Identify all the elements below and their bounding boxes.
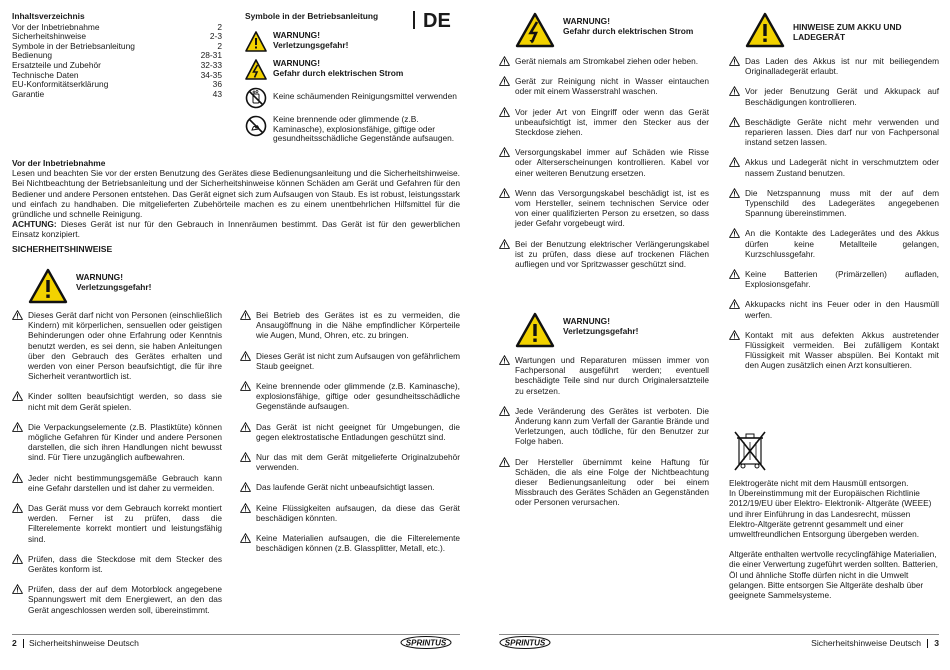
small-warning-icon <box>240 452 251 462</box>
list-item <box>240 381 460 412</box>
list-item <box>12 391 222 411</box>
list-item <box>499 76 709 96</box>
small-warning-icon <box>12 554 23 564</box>
list-item <box>240 503 460 523</box>
small-warning-icon <box>499 147 510 157</box>
small-warning-icon <box>12 584 23 594</box>
symbol-row-electric <box>245 59 460 81</box>
list-item <box>240 422 460 442</box>
weee-paragraph-2: In Übereinstimmung mit der Europäischen Richtlinie 2012/19/EU über Elektro- Elektronik- Altgeräte (WEEE) und ihrer Einführung in das Landesrecht, müssen Elektro-Altgeräte getrennt gesammelt und einer umweltfreundlichen Entsorgung übergeben werden. <box>729 488 932 540</box>
list-item-text: Prüfen, dass der auf dem Motorblock angegebene Spannungswert mit dem Energiewert, an den das Gerät angeschlossen werden soll, übereinstimmt. <box>28 584 222 615</box>
toc-entry-label: EU-Konformitätserklärung <box>12 79 109 90</box>
symbol-row-injury <box>245 31 460 53</box>
list-item-text: Die Netzspannung muss mit der auf dem Typenschild des Ladegerätes angegebenen Spannung übereinstimmen. <box>745 187 939 219</box>
list-item <box>729 188 939 219</box>
list-item-text: Die Verpackungselemente (z.B. Plastiktüte) können mögliche Gefahren für Kinder und andere Personen darstellen, die sich ihren Handlungen nicht bewusst sind. Für Tiere unzugänglich aufbewahren. <box>28 421 222 463</box>
small-warning-icon <box>729 330 740 340</box>
weee-text <box>729 478 939 600</box>
list-item <box>729 299 939 319</box>
small-warning-icon <box>12 391 23 401</box>
akku-header <box>745 12 902 48</box>
toc-entry-label: Sicherheitshinweise <box>12 31 87 42</box>
warning-triangle-icon <box>515 312 555 348</box>
small-warning-icon <box>729 117 740 127</box>
symbol-row-no-ash <box>245 115 460 144</box>
small-warning-icon <box>729 188 740 198</box>
toc-entry <box>12 90 222 100</box>
list-item <box>499 239 709 270</box>
list-item <box>499 406 709 447</box>
list-item <box>729 157 939 177</box>
small-warning-icon <box>499 457 510 467</box>
warn-text: Verletzungsgefahr! <box>563 326 639 337</box>
toc-entry-page: 36 <box>212 79 222 90</box>
injury-warning-header <box>515 312 638 348</box>
toc-entry-page: 2 <box>217 21 222 32</box>
list-item-text: Kinder sollten beaufsichtigt werden, so dass sie nicht mit dem Gerät spielen. <box>28 391 222 412</box>
footer-right <box>499 634 939 650</box>
small-warning-icon <box>729 228 740 238</box>
weee-paragraph-1: Elektrogeräte nicht mit dem Hausmüll entsorgen. <box>729 478 909 488</box>
list-item-text: Akkus und Ladegerät nicht in verschmutztem oder nassem Zustand benutzen. <box>745 157 939 178</box>
small-warning-icon <box>240 351 251 361</box>
electric-warning-icon <box>245 59 267 81</box>
table-of-contents <box>12 12 222 99</box>
crossed-bin-icon <box>733 430 767 474</box>
list-item-text: Jeder nicht bestimmungsgemäße Gebrauch kann eine Gefahr darstellen und ist daher zu vermeiden. <box>28 472 222 493</box>
list-item-text: Das laufende Gerät nicht unbeaufsichtigt lassen. <box>256 482 435 493</box>
list-item <box>729 86 939 106</box>
sprintus-logo <box>400 636 452 649</box>
small-warning-icon <box>240 503 251 513</box>
list-item <box>240 351 460 371</box>
small-warning-icon <box>240 310 251 320</box>
warn-label: WARNUNG! <box>76 272 123 282</box>
list-item <box>240 452 460 472</box>
toc-entry-page: 2-3 <box>209 31 222 42</box>
list-item <box>240 482 460 492</box>
safety-column-1 <box>12 310 222 625</box>
safety-column-2 <box>240 310 460 563</box>
small-warning-icon <box>499 188 510 198</box>
akku-items <box>729 56 939 381</box>
small-warning-icon <box>499 76 510 86</box>
list-item <box>12 310 222 381</box>
small-warning-icon <box>499 107 510 117</box>
right-page <box>475 0 950 670</box>
list-item <box>729 117 939 148</box>
list-item-text: Keine Flüssigkeiten aufsaugen, da diese das Gerät beschädigen könnten. <box>256 502 460 523</box>
list-item <box>729 330 939 371</box>
list-item <box>499 457 709 508</box>
list-item-text: Nur das mit dem Gerät mitgelieferte Originalzubehör verwenden. <box>256 452 460 473</box>
language-code: DE <box>423 10 451 32</box>
small-warning-icon <box>499 56 510 66</box>
list-item-text: Wartungen und Reparaturen müssen immer von Fachpersonal ausgeführt werden; eventuell beschädigte Teile sind nur durch Originalersatzteile zu ersetzen. <box>515 355 709 396</box>
list-item-text: Das Gerät ist nicht geeignet für Umgebungen, die gegen elektrostatische Entladungen geschützt sind. <box>256 421 460 442</box>
intro-section <box>12 158 460 240</box>
list-item <box>12 422 222 463</box>
list-item-text: Prüfen, dass die Steckdose mit dem Stecker des Gerätes konform ist. <box>28 553 222 575</box>
symbol-warn-text: Gefahr durch elektrischen Strom <box>273 67 404 78</box>
small-warning-icon <box>240 422 251 432</box>
brand-name: SPRINTUS <box>504 638 546 648</box>
electric-warning-icon <box>515 12 555 48</box>
akku-title-line2: LADEGERÄT <box>793 32 846 43</box>
warn-label: WARNUNG! <box>563 16 610 26</box>
list-item-text: Bei Betrieb des Gerätes ist es zu vermeiden, die Ansaugöffnung in die Nähe empfindlicher Körperteile wie Augen, Mund, Ohren, etc. zu bringen. <box>256 310 460 341</box>
small-warning-icon <box>499 406 510 416</box>
small-warning-icon <box>729 299 740 309</box>
warning-triangle-icon <box>745 12 785 48</box>
list-item-text: Gerät niemals am Stromkabel ziehen oder heben. <box>515 56 699 66</box>
toc-entry-page: 43 <box>212 88 222 99</box>
warn-text: Gefahr durch elektrischen Strom <box>563 26 694 37</box>
list-item-text: Der Hersteller übernimmt keine Haftung für Schäden, die als eine Folge der Nichtbeachtung dieser Bedienungsanleitung oder bei einem Missbrauch des Gerätes Schäden an Gegenständen oder Personen verursachen. <box>515 456 709 508</box>
list-item <box>729 269 939 289</box>
footer-left <box>12 634 460 650</box>
page-number: 3 <box>934 638 939 648</box>
list-item <box>499 188 709 229</box>
small-warning-icon <box>499 355 510 365</box>
electric-items <box>499 56 709 279</box>
weee-paragraph-3: Altgeräte enthalten wertvolle recyclingfähige Materialien, die einer Verwertung zugeführt werden sollten. Batterien, Öl und ähnliche Stoffe dürfen nicht in die Umwelt gelangen. Bitte entsorgen Sie Altgeräte deshalb über geeignete Sammelsysteme. <box>729 549 938 601</box>
symbols-title: Symbole in der Betriebsanleitung <box>245 11 379 21</box>
small-warning-icon <box>499 239 510 249</box>
list-item-text: Bei der Benutzung elektrischer Verlängerungskabel ist zu prüfen, dass diese auf trockenen Flächen aufliegen und vor Spritzwasser geschützt sind. <box>515 238 709 270</box>
brand-name: SPRINTUS <box>405 638 447 648</box>
symbol-warn-label: WARNUNG! <box>273 29 320 40</box>
list-item-text: Akkupacks nicht ins Feuer oder in den Hausmüll werfen. <box>745 299 939 320</box>
list-item-text: Wenn das Versorgungskabel beschädigt ist, ist es vom Hersteller, seinem technischen Service oder von einer qualifizierten Person zu ersetzen, so dass jeder Gefahr vorgebeugt wird. <box>515 187 709 229</box>
sprintus-logo <box>499 636 551 649</box>
list-item <box>729 56 939 76</box>
warning-triangle-icon <box>28 268 68 304</box>
list-item <box>12 473 222 493</box>
list-item-text: Keine Batterien (Primärzellen) aufladen, Explosionsgefahr. <box>745 269 939 290</box>
small-warning-icon <box>729 157 740 167</box>
list-item <box>12 584 222 615</box>
small-warning-icon <box>729 269 740 279</box>
list-item-text: Keine Materialien aufsaugen, die die Filterelemente beschädigen können (z.B. Glassplitter, Metall, etc.). <box>256 533 460 554</box>
symbol-warn-label: WARNUNG! <box>273 57 320 68</box>
small-warning-icon <box>729 56 740 66</box>
list-item <box>499 107 709 138</box>
achtung-text: Dieses Gerät ist nur für den Gebrauch in Innenräumen bestimmt. Das Gerät ist für den gewerblichen Einsatz konzipiert. <box>12 219 460 240</box>
list-item <box>12 503 222 544</box>
toc-title: Inhaltsverzeichnis <box>12 11 85 21</box>
page-number: 2 <box>12 638 17 648</box>
toc-entry-label: Vor der Inbetriebnahme <box>12 21 100 32</box>
symbol-text: Keine brennende oder glimmende (z.B. Kaminasche), explosionsfähige, giftige oder gesundheitsschädliche Gegenstände aufsaugen. <box>273 113 455 144</box>
list-item-text: An die Kontakte des Ladegerätes und des Akkus dürfen keine Metallteile gelangen, Kurzschlussgefahr. <box>745 228 939 259</box>
small-warning-icon <box>240 533 251 543</box>
list-item <box>240 533 460 553</box>
intro-body: Lesen und beachten Sie vor der ersten Benutzung des Gerätes diese Bedienungsanleitung und die Sicherheitshinweise. Bei Nichtbeachtung der Betriebsanleitung und der Sicherheitshinweise können Schäden am Gerät und Gefahren für den Bediener und andere Personen entstehen. Das Gerät eignet sich zum Aufsaugen von Staub. Es ist robust, leistungsstark und einfach zu handhaben. Die mitgelieferten Zubehörteile machen es zu einem unentbehrlichen Hilfsmittel für die gründliche und schnelle Reinigung. <box>12 168 460 220</box>
small-warning-icon <box>12 422 23 432</box>
toc-entry-label: Symbole in der Betriebsanleitung <box>12 40 135 51</box>
intro-title: Vor der Inbetriebnahme <box>12 158 106 168</box>
list-item <box>12 554 222 574</box>
toc-list <box>12 23 222 100</box>
language-marker <box>413 10 451 33</box>
list-item-text: Vor jeder Art von Eingriff oder wenn das Gerät unbeaufsichtigt ist, immer den Stecker aus der Steckdose ziehen. <box>515 106 709 138</box>
list-item-text: Jede Veränderung des Gerätes ist verboten. Die Änderung kann zum Verfall der Garantie Brände und Verletzungen, auch tödliche, für den Benutzer zur Folge haben. <box>515 405 709 447</box>
list-item <box>499 355 709 396</box>
electric-warning-header <box>515 12 693 48</box>
toc-entry-page: 34-35 <box>200 69 222 80</box>
toc-entry-label: Ersatzteile und Zubehör <box>12 59 101 70</box>
small-warning-icon <box>12 310 23 320</box>
list-item <box>729 228 939 259</box>
toc-entry-page: 2 <box>217 40 222 51</box>
warning-triangle-icon <box>245 31 267 53</box>
symbol-row-no-foam <box>245 87 460 109</box>
list-item-text: Das Laden des Akkus ist nur mit beiliegendem Originalladegerät erlaubt. <box>745 56 939 77</box>
list-item-text: Kontakt mit aus defekten Akkus austretender Flüssigkeit vermeiden. Bei zufälligem Kontakt Flüssigkeit mit Wasser abspülen. Bei Kontakt mit den Augen zusätzlich einen Arzt konsultieren. <box>745 329 939 371</box>
small-warning-icon <box>729 86 740 96</box>
footer-title: Sicherheitshinweise Deutsch <box>811 638 921 648</box>
list-item <box>499 56 709 66</box>
list-item-text: Dieses Gerät darf nicht von Personen (einschließlich Kindern) mit körperlichen, sensuellen oder geistigen Behinderungen oder ohne Erfahrung oder Kenntnis benutzt werden, es sei denn, sie haben Anleitungen über den Gebrauch des Gerätes erhalten und werden von einer Person beaufsichtigt, die für ihre Sicherheit verantwortlich ist. <box>28 310 222 382</box>
list-item-text: Das Gerät muss vor dem Gebrauch korrekt montiert werden. Ferner ist zu prüfen, dass die Filterelemente korrekt montiert und leistungsfähig sind. <box>28 503 222 544</box>
list-item-text: Gerät zur Reinigung nicht in Wasser eintauchen oder mit einem Wasserstrahl waschen. <box>515 76 709 97</box>
warn-text: Verletzungsgefahr! <box>76 282 152 293</box>
list-item-text: Beschädigte Geräte nicht mehr verwenden und reparieren lassen. Dies darf nur von Fachpersonal instand setzen lassen. <box>745 116 939 148</box>
list-item-text: Vor jeder Benutzung Gerät und Akkupack auf Beschädigungen kontrollieren. <box>745 86 939 107</box>
toc-entry-label: Garantie <box>12 88 45 99</box>
injury-items <box>499 355 709 518</box>
warn-label: WARNUNG! <box>563 316 610 326</box>
small-warning-icon <box>240 482 251 492</box>
list-item-text: Keine brennende oder glimmende (z.B. Kaminasche), explosionsfähige, giftige oder gesundheitsschädliche Gegenstände aufsaugen. <box>256 381 460 412</box>
no-foam-cleaner-icon <box>245 87 267 109</box>
toc-entry-label: Technische Daten <box>12 69 79 80</box>
akku-title-line1: HINWEISE ZUM AKKU UND <box>793 22 902 32</box>
toc-entry-label: Bedienung <box>12 50 53 61</box>
list-item <box>240 310 460 341</box>
list-item-text: Dieses Gerät ist nicht zum Aufsaugen von gefährlichem Staub geeignet. <box>256 350 460 371</box>
toc-entry-page: 32-33 <box>200 59 222 70</box>
list-item <box>499 147 709 178</box>
safety-warning-header <box>28 268 151 304</box>
symbol-text: Keine schäumenden Reinigungsmittel verwenden <box>273 90 457 101</box>
small-warning-icon <box>12 503 23 513</box>
toc-entry-page: 28-31 <box>200 50 222 61</box>
footer-title: Sicherheitshinweise Deutsch <box>29 638 139 648</box>
safety-section-title: SICHERHEITSHINWEISE <box>12 244 113 254</box>
small-warning-icon <box>12 473 23 483</box>
achtung-label: ACHTUNG: <box>12 219 57 230</box>
small-warning-icon <box>240 381 251 391</box>
list-item-text: Versorgungskabel immer auf Schäden wie Risse oder Alterserscheinungen kontrollieren. Kabel vor einer weiteren Benutzung ersetzen. <box>515 147 709 178</box>
no-burning-material-icon <box>245 115 267 137</box>
symbol-warn-text: Verletzungsgefahr! <box>273 39 349 50</box>
